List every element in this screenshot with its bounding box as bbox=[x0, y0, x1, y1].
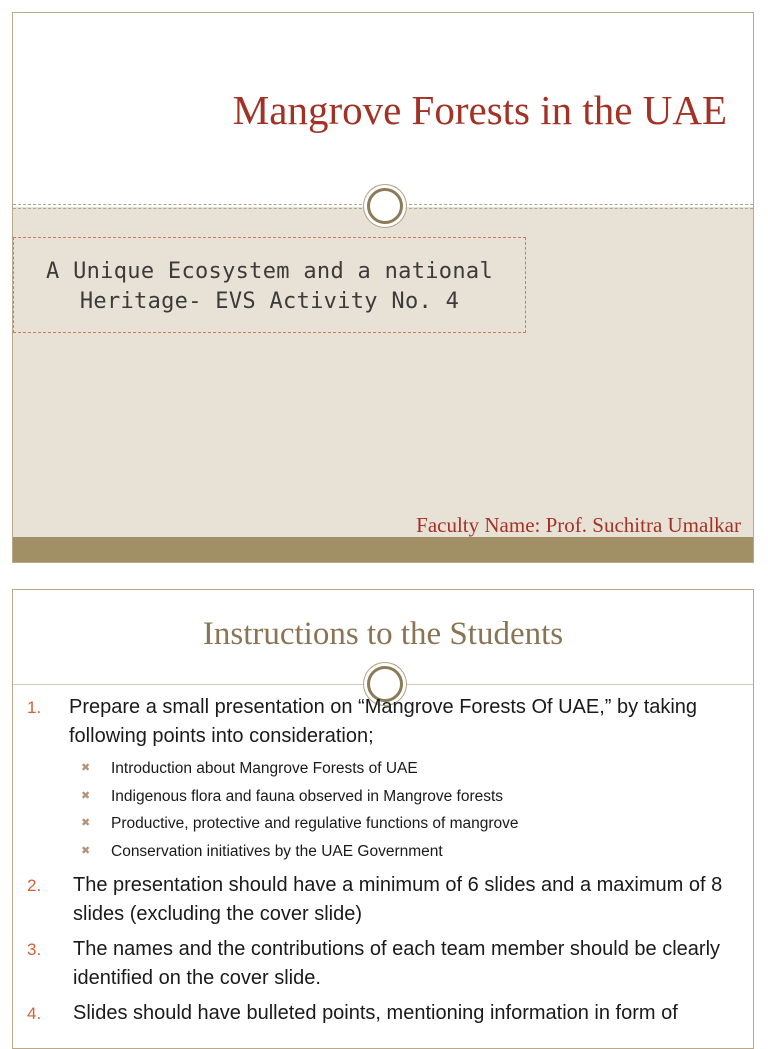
x-mark-icon: ✖ bbox=[81, 789, 91, 802]
x-mark-icon: ✖ bbox=[81, 817, 91, 829]
slide-1-title: Mangrove Forests in the UAE bbox=[232, 87, 727, 133]
list-item-text: The names and the contributions of each team member should be clearly identified on the cover slide. bbox=[73, 938, 721, 989]
sub-list-item bbox=[69, 810, 747, 838]
list-number: 2. bbox=[27, 876, 42, 895]
list-item-text: The presentation should have a minimum of 6 slides and a maximum of 8 slides (excluding the cover slide) bbox=[73, 874, 723, 925]
faculty-name: Faculty Name: Prof. Suchitra Umalkar bbox=[416, 513, 741, 537]
subtitle-line-1: A Unique Ecosystem and a national bbox=[46, 259, 493, 284]
ring-ornament-icon bbox=[367, 188, 403, 224]
list-item bbox=[27, 693, 747, 865]
sub-list-item bbox=[69, 838, 747, 866]
sub-list bbox=[69, 755, 747, 865]
list-number: 1. bbox=[27, 698, 42, 717]
sub-list-item bbox=[69, 755, 747, 783]
x-mark-icon: ✖ bbox=[81, 844, 91, 857]
slide-2 bbox=[12, 589, 754, 1049]
sub-list-item-text: Conservation initiatives by the UAE Government bbox=[111, 842, 443, 860]
list-number: 3. bbox=[27, 940, 42, 959]
x-mark-icon: ✖ bbox=[81, 762, 91, 774]
list-item-text: Slides should have bulleted points, mentioning information in form of bbox=[73, 1002, 678, 1024]
sub-list-item-text: Productive, protective and regulative functions of mangrove bbox=[111, 815, 519, 832]
sub-list-item-text: Indigenous flora and fauna observed in Mangrove forests bbox=[111, 787, 504, 805]
instructions-list bbox=[27, 693, 747, 1028]
slide-1 bbox=[12, 12, 754, 563]
subtitle-line-2: Heritage- EVS Activity No. 4 bbox=[79, 289, 460, 314]
subtitle-box bbox=[13, 237, 526, 333]
list-item bbox=[27, 935, 747, 993]
list-item-text: Prepare a small presentation on “Mangrove Forests Of UAE,” by taking following points into consideration; bbox=[69, 696, 698, 747]
bottom-bar bbox=[13, 537, 753, 563]
sub-list-item bbox=[69, 783, 747, 811]
list-number: 4. bbox=[27, 1004, 42, 1023]
list-item bbox=[27, 871, 747, 929]
sub-list-item-text: Introduction about Mangrove Forests of UAE bbox=[111, 760, 418, 777]
slide-2-title: Instructions to the Students bbox=[202, 616, 564, 652]
